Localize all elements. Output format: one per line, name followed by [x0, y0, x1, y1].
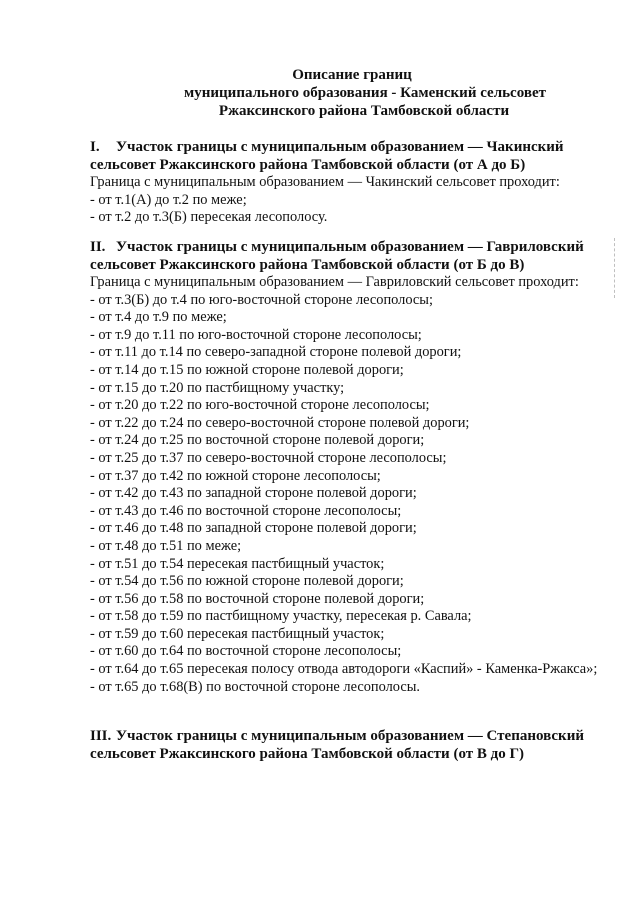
boundary-item: - от т.42 до т.43 по западной стороне полевой дороги;	[90, 485, 417, 502]
boundary-item: - от т.46 до т.48 по западной стороне полевой дороги;	[90, 520, 417, 537]
section-2-heading-line-2: сельсовет Ржаксинского района Тамбовской области (от Б до В)	[90, 257, 525, 273]
boundary-item: - от т.56 до т.58 по восточной стороне полевой дороги;	[90, 590, 425, 607]
boundary-item: - от т.14 до т.15 по южной стороне полевой дороги;	[90, 361, 404, 378]
boundary-item: - от т.3(Б) до т.4 по юго-восточной стороне лесополосы;	[90, 291, 433, 308]
boundary-item: - от т.64 до т.65 пересекая полосу отвода автодороги «Каспий» - Каменка-Ржакса»;	[90, 661, 598, 678]
boundary-item: - от т.25 до т.37 по северо-восточной стороне лесополосы;	[90, 449, 447, 466]
section-2-heading-line-1: Участок границы с муниципальным образованием — Гавриловский	[116, 239, 584, 255]
boundary-item: - от т.54 до т.56 по южной стороне полевой дороги;	[90, 573, 404, 590]
boundary-item: - от т.48 до т.51 по меже;	[90, 537, 242, 554]
section-2-heading	[90, 238, 610, 274]
section-1-intro: Граница с муниципальным образованием — Чакинский сельсовет проходит:	[90, 174, 560, 190]
section-1-heading-line-1: Участок границы с муниципальным образованием — Чакинский	[116, 139, 564, 155]
section-3-numeral: III.	[90, 728, 112, 744]
boundary-item: - от т.20 до т.22 по юго-восточной стороне лесополосы;	[90, 397, 430, 414]
section-3	[90, 727, 610, 763]
boundary-item: - от т.1(А) до т.2 по меже;	[90, 191, 247, 208]
boundary-item: - от т.24 до т.25 по восточной стороне полевой дороги;	[90, 432, 425, 449]
boundary-item: - от т.59 до т.60 пересекая пастбищный участок;	[90, 625, 385, 642]
document-title	[0, 66, 640, 120]
section-2-intro: Граница с муниципальным образованием — Гавриловский сельсовет проходит:	[90, 274, 579, 290]
boundary-item: - от т.11 до т.14 по северо-западной стороне полевой дороги;	[90, 344, 462, 361]
boundary-item: - от т.58 до т.59 по пастбищному участку, пересекая р. Савала;	[90, 608, 472, 625]
boundary-item: - от т.9 до т.11 по юго-восточной стороне лесополосы;	[90, 326, 422, 343]
boundary-item: - от т.15 до т.20 по пастбищному участку;	[90, 379, 345, 396]
section-3-heading-line-1: Участок границы с муниципальным образованием — Степановский	[116, 728, 584, 744]
section-1-heading-line-2: сельсовет Ржаксинского района Тамбовской области (от А до Б)	[90, 157, 526, 173]
title-line-1: Описание границ	[292, 67, 412, 83]
title-line-3: Ржаксинского района Тамбовской области	[218, 103, 510, 119]
section-3-heading-line-2: сельсовет Ржаксинского района Тамбовской области (от В до Г)	[90, 746, 524, 762]
section-2	[90, 238, 610, 696]
section-2-numeral: II.	[90, 239, 106, 255]
scan-margin-mark	[614, 238, 615, 298]
section-3-heading	[90, 727, 610, 763]
section-1-heading	[90, 138, 610, 174]
boundary-item: - от т.65 до т.68(В) по восточной стороне лесополосы.	[90, 678, 421, 695]
boundary-item: - от т.37 до т.42 по южной стороне лесополосы;	[90, 467, 381, 484]
boundary-item: - от т.22 до т.24 по северо-восточной стороне полевой дороги;	[90, 414, 470, 431]
section-1	[90, 138, 610, 227]
boundary-item: - от т.4 до т.9 по меже;	[90, 309, 227, 326]
boundary-item: - от т.2 до т.3(Б) пересекая лесополосу.	[90, 209, 328, 226]
title-line-2: муниципального образования - Каменский сельсовет	[184, 85, 546, 101]
boundary-item: - от т.60 до т.64 по восточной стороне лесополосы;	[90, 643, 402, 660]
boundary-item: - от т.43 до т.46 по восточной стороне лесополосы;	[90, 502, 402, 519]
boundary-item: - от т.51 до т.54 пересекая пастбищный участок;	[90, 555, 385, 572]
section-1-numeral: I.	[90, 139, 100, 155]
